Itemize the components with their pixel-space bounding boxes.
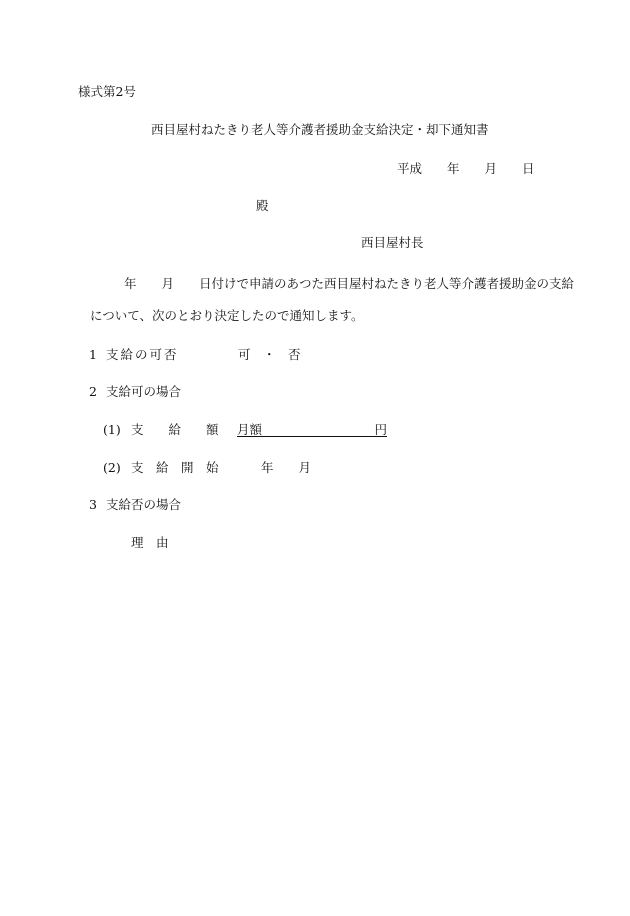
item-1-value: 可 ・ 否 [238,347,301,362]
item-1-label: 支給の可否 [106,347,179,362]
item-2-label: 支給可の場合 [106,384,182,399]
date-line: 平成 年 月 日 [397,161,535,176]
recipient-honorific: 殿 [256,198,269,213]
item-3-label: 支給否の場合 [106,497,182,512]
issuer-name: 西目屋村長 [361,235,424,250]
item-3-number: 3 [89,497,97,512]
body-line-2: について、次のとおり決定したので通知します。 [90,308,364,323]
document-title: 西目屋村ねたきり老人等介護者援助金支給決定・却下通知書 [151,122,489,137]
item-2-number: 2 [89,384,97,399]
item-1-number: 1 [89,347,97,362]
form-number: 様式第2号 [78,84,136,99]
body-line-1: 年 月 日付けで申請のあつた西目屋村ねたきり老人等介護者援助金の支給 [124,276,575,291]
item-2-1-label: 支 給 額 [131,422,219,437]
item-2-2-value: 年 月 [261,460,312,475]
item-2-1-number: (1) [103,422,121,437]
item-3-reason-label: 理 由 [131,535,169,550]
item-2-1-value: 月額 円 [237,422,388,437]
item-2-2-label: 支 給 開 始 [131,460,219,475]
item-2-2-number: (2) [103,460,121,475]
